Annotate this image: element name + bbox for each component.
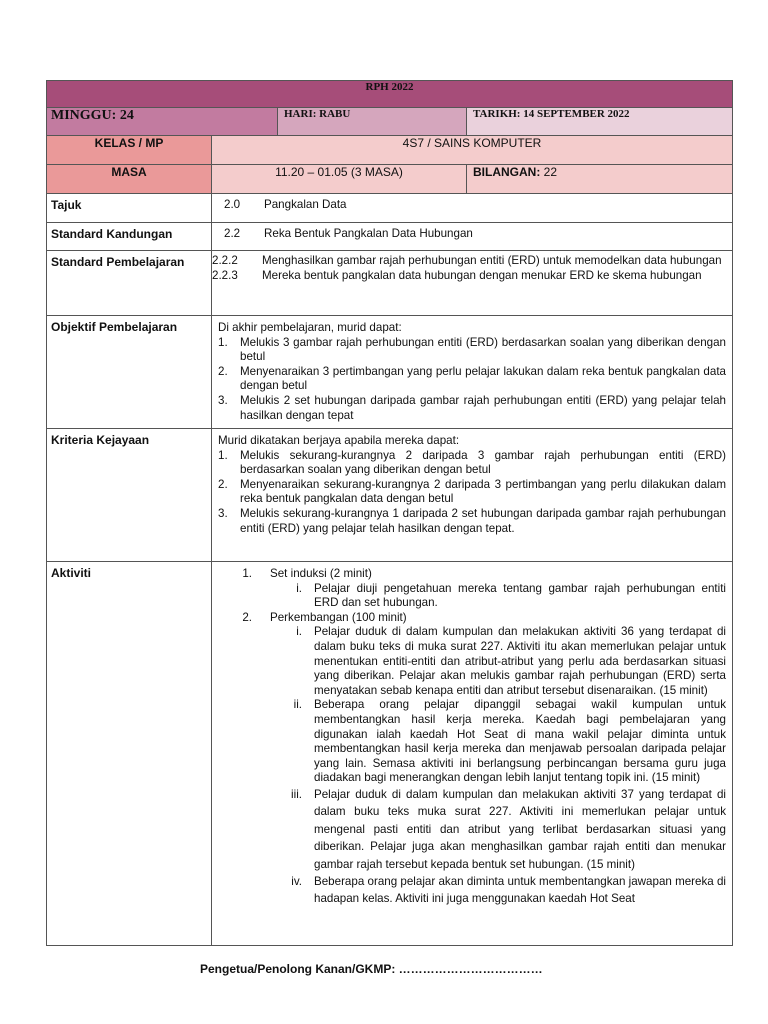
aktiviti-substep: i. Pelajar diuji pengetahuan mereka tentang gambar rajah perhubungan entiti ERD dan set hubungan.	[296, 581, 726, 610]
kriteria-value	[212, 429, 733, 562]
rph-title: RPH 2022	[47, 81, 733, 108]
list-item: 3. Melukis sekurang-kurangnya 1 daripada 2 set hubungan daripada gambar rajah perhubungan entiti (ERD) yang pelajar telah hasilkan dengan tepat.	[218, 506, 726, 535]
sp-text-1: Menghasilkan gambar rajah perhubungan entiti (ERD) untuk memodelkan data hubungan	[262, 254, 722, 267]
kelas-value: 4S7 / SAINS KOMPUTER	[212, 136, 733, 165]
aktiviti-label: Aktiviti	[47, 562, 212, 946]
sp-num-2: 2.2.3	[212, 268, 238, 282]
tarikh-cell: TARIKH: 14 SEPTEMBER 2022	[467, 108, 733, 136]
objektif-label: Objektif Pembelajaran	[47, 316, 212, 429]
tajuk-label: Tajuk	[47, 194, 212, 223]
list-item: 1. Melukis 3 gambar rajah perhubungan entiti (ERD) berdasarkan soalan yang diberikan dengan betul	[218, 335, 726, 364]
tajuk-num: 2.0	[224, 198, 241, 211]
standard-kandungan-label: Standard Kandungan	[47, 223, 212, 251]
tajuk-text: Pangkalan Data	[264, 198, 347, 211]
kriteria-intro: Murid dikatakan berjaya apabila mereka dapat:	[218, 434, 460, 447]
objektif-intro: Di akhir pembelajaran, murid dapat:	[218, 321, 402, 334]
rph-document	[46, 80, 732, 946]
minggu-cell: MINGGU: 24	[47, 108, 278, 136]
list-item: 3. Melukis 2 set hubungan daripada gambar rajah perhubungan entiti (ERD) yang pelajar telah hasilkan dengan tepat	[218, 393, 726, 422]
standard-pembelajaran-label: Standard Pembelajaran	[47, 251, 212, 316]
tajuk-value	[212, 194, 733, 223]
bilangan-label: BILANGAN:	[473, 165, 541, 179]
bilangan-cell	[467, 165, 733, 194]
objektif-value	[212, 316, 733, 429]
aktiviti-step-1: 1. Set induksi (2 minit)	[242, 567, 372, 580]
kelas-label: KELAS / MP	[47, 136, 212, 165]
list-item: 1. Melukis sekurang-kurangnya 2 daripada 3 gambar rajah perhubungan entiti (ERD) berdasarkan soalan yang diberikan dengan betul	[218, 448, 726, 477]
kriteria-label: Kriteria Kejayaan	[47, 429, 212, 562]
standard-pembelajaran-value	[212, 251, 733, 316]
list-item: 2. Menyenaraikan 3 pertimbangan yang perlu pelajar lakukan dalam reka bentuk pangkalan data dengan betul	[218, 364, 726, 393]
bilangan-value: 22	[540, 165, 558, 179]
masa-value: 11.20 – 01.05 (3 MASA)	[212, 165, 467, 194]
aktiviti-step-2: 2. Perkembangan (100 minit)	[242, 610, 407, 624]
masa-label: MASA	[47, 165, 212, 194]
rph-table	[46, 80, 733, 946]
list-item: 2. Menyenaraikan sekurang-kurangnya 2 daripada 3 pertimbangan yang perlu dilakukan dalam reka bentuk pangkalan data dengan betul	[218, 477, 726, 506]
aktiviti-substep: ii. Beberapa orang pelajar dipanggil sebagai wakil kumpulan untuk membentangkan hasil kerja mereka. Kaedah bagi pembelajaran yang digunakan ialah kaedah Hot Seat di mana wakil pelajar diminta untuk membentangkan hasil kerja mereka dan menjawab persoalan daripada pelajar yang lain. Semasa aktiviti ini berlangsung perbincangan bersama guru juga diadakan bagi menerangkan dengan lebih lanjut tentang topik ini. (15 minit)	[293, 698, 726, 785]
signature-line: Pengetua/Penolong Kanan/GKMP: ………………………………	[200, 962, 543, 976]
standard-kandungan-num: 2.2	[224, 227, 241, 240]
aktiviti-substep: iv. Beberapa orang pelajar akan diminta untuk membentangkan jawapan mereka di hadapan kelas. Aktiviti ini juga menggunakan kaedah Hot Seat	[291, 874, 726, 906]
sp-num-1: 2.2.2	[212, 254, 238, 267]
sp-text-2: Mereka bentuk pangkalan data hubungan dengan menukar ERD ke skema hubungan	[262, 268, 702, 282]
hari-cell: HARI: RABU	[278, 108, 467, 136]
aktiviti-substep: i. Pelajar duduk di dalam kumpulan dan melakukan aktiviti 36 yang terdapat di dalam buku teks di muka surat 227. Aktiviti itu akan memerlukan pelajar untuk menentukan entiti-entiti dan atribut-atribut yang perlu ada berdasarkan situasi yang diberikan. Pelajar akan melukis gambar rajah perhubungan (ERD) serta menyatakan sebab kenapa entiti dan atribut tersebut disenaraikan. (15 minit)	[296, 625, 726, 697]
aktiviti-substep: iii. Pelajar duduk di dalam kumpulan dan melakukan aktiviti 37 yang terdapat di dalam buku teks muka surat 227. Aktiviti ini memerlukan pelajar untuk mengenal pasti entiti dan atribut yang terlibat berdasarkan situasi yang diberikan. Pelajar juga akan menghasilkan gambar rajah entiti dan menukar gambar rajah tersebut kepada bentuk set hubungan. (15 minit)	[291, 787, 726, 871]
aktiviti-value	[212, 562, 733, 946]
standard-kandungan-text: Reka Bentuk Pangkalan Data Hubungan	[264, 227, 473, 240]
standard-kandungan-value	[212, 223, 733, 251]
